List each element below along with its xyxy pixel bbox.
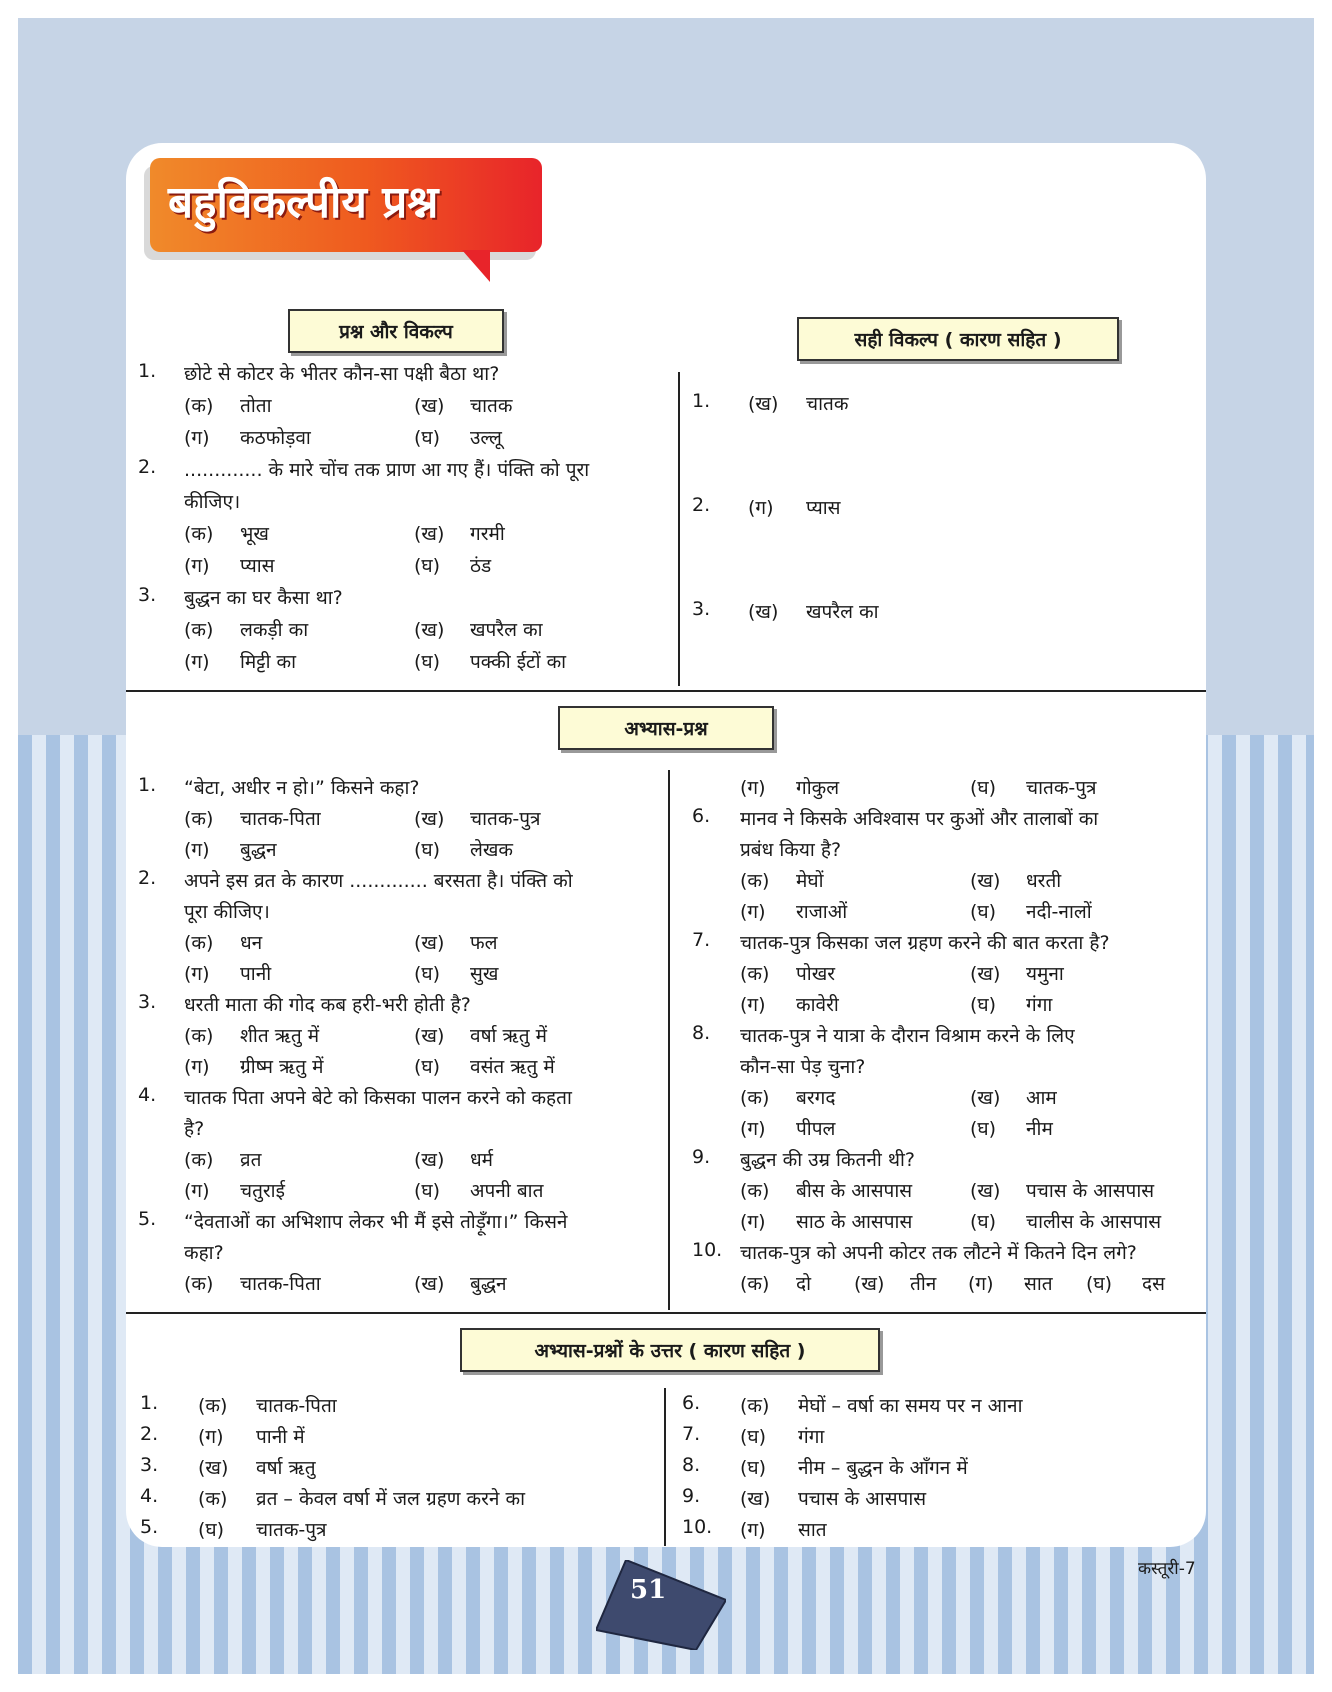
option-text: धरती	[1026, 870, 1062, 892]
answer-number: 7.	[682, 1423, 701, 1445]
answer-option: (क)	[198, 1488, 228, 1510]
option-text: चातक-पुत्र	[470, 808, 541, 830]
option-text: वसंत ऋतु में	[470, 1056, 555, 1078]
option-label: (ख)	[970, 1087, 1001, 1109]
option-label: (ख)	[854, 1273, 885, 1295]
page-title: बहुविकल्पीय प्रश्न	[168, 177, 439, 228]
answer-option: (ख)	[748, 393, 779, 415]
option-text: बुद्धन	[470, 1273, 507, 1295]
answer-option: (ख)	[198, 1457, 229, 1479]
option-label: (घ)	[970, 901, 997, 923]
option-text: गंगा	[1026, 994, 1053, 1016]
option-label: (घ)	[414, 427, 441, 449]
question-number: 7.	[692, 929, 711, 951]
option-label: (क)	[184, 619, 214, 641]
question-text-continued: है?	[184, 1118, 205, 1140]
answer-option: (ग)	[748, 497, 774, 519]
option-text: प्यास	[240, 555, 275, 577]
answer-option: (ग)	[740, 1519, 766, 1541]
question-number: 9.	[692, 1146, 711, 1168]
answer-number: 9.	[682, 1485, 701, 1507]
section1-right-heading: सही विकल्प ( कारण सहित )	[797, 317, 1119, 361]
option-label: (घ)	[970, 777, 997, 799]
question-text: अपने इस व्रत के कारण ............. बरसता है। पंक्ति को	[184, 870, 573, 892]
option-text: चातक-पुत्र	[1026, 777, 1097, 799]
answer-option: (घ)	[198, 1519, 225, 1541]
answer-option: (घ)	[740, 1426, 767, 1448]
answer-number: 2.	[692, 494, 711, 516]
option-text: बुद्धन	[240, 839, 277, 861]
answer-option: (ग)	[198, 1426, 224, 1448]
question-number: 2.	[138, 456, 157, 478]
option-text: खपरैल का	[470, 619, 543, 641]
option-text: यमुना	[1026, 963, 1064, 985]
option-text: सुख	[470, 963, 499, 985]
option-label: (घ)	[970, 1211, 997, 1233]
option-label: (ग)	[184, 839, 210, 861]
option-text: वर्षा ऋतु में	[470, 1025, 547, 1047]
answer-number: 6.	[682, 1392, 701, 1414]
section3-divider	[664, 1388, 666, 1546]
question-number: 3.	[138, 991, 157, 1013]
answer-text: नीम – बुद्धन के आँगन में	[798, 1457, 968, 1479]
option-text: ग्रीष्म ऋतु में	[240, 1056, 324, 1078]
section2-heading: अभ्यास-प्रश्न	[558, 706, 774, 750]
answer-option: (ख)	[748, 601, 779, 623]
option-label: (ग)	[184, 651, 210, 673]
question-text-continued: पूरा कीजिए।	[184, 901, 270, 923]
option-label: (घ)	[1086, 1273, 1113, 1295]
option-label: (ग)	[184, 555, 210, 577]
option-text: पचास के आसपास	[1026, 1180, 1155, 1202]
option-text: शीत ऋतु में	[240, 1025, 320, 1047]
answer-option: (क)	[198, 1395, 228, 1417]
question-number: 5.	[138, 1208, 157, 1230]
option-text: गरमी	[470, 523, 505, 545]
option-label: (घ)	[414, 839, 441, 861]
question-text-continued: कौन-सा पेड़ चुना?	[740, 1056, 866, 1078]
section1-divider	[678, 372, 680, 686]
answer-text: गंगा	[798, 1426, 825, 1448]
option-label: (क)	[184, 808, 214, 830]
option-text: सात	[1024, 1273, 1053, 1295]
question-text: कीजिए।	[184, 491, 241, 513]
option-label: (ग)	[184, 427, 210, 449]
option-label: (घ)	[414, 651, 441, 673]
option-label: (क)	[184, 1025, 214, 1047]
option-text: व्रत	[240, 1149, 262, 1171]
option-text: कावेरी	[796, 994, 839, 1016]
option-text: अपनी बात	[470, 1180, 544, 1202]
option-text: पीपल	[796, 1118, 836, 1140]
question-text-continued: कहा?	[184, 1242, 224, 1264]
question-text: चातक-पुत्र ने यात्रा के दौरान विश्राम करने के लिए	[740, 1025, 1075, 1047]
option-text: चातक-पिता	[240, 808, 321, 830]
option-label: (घ)	[414, 555, 441, 577]
option-label: (ग)	[184, 1056, 210, 1078]
option-label: (ख)	[414, 1025, 445, 1047]
option-text: नदी-नालों	[1026, 901, 1092, 923]
answer-text: चातक-पिता	[256, 1395, 337, 1417]
option-label: (ग)	[184, 1180, 210, 1202]
option-label: (ग)	[740, 1118, 766, 1140]
answer-text: व्रत – केवल वर्षा में जल ग्रहण करने का	[256, 1488, 526, 1510]
option-label: (ख)	[414, 808, 445, 830]
answer-text: पचास के आसपास	[798, 1488, 927, 1510]
option-label: (क)	[740, 870, 770, 892]
option-text: नीम	[1026, 1118, 1053, 1140]
option-text: ठंड	[470, 555, 492, 577]
answer-text: प्यास	[806, 497, 841, 519]
option-label: (ग)	[968, 1273, 994, 1295]
answer-number: 1.	[140, 1392, 159, 1414]
option-label: (ग)	[184, 963, 210, 985]
option-label: (घ)	[970, 994, 997, 1016]
question-text: चातक-पुत्र को अपनी कोटर तक लौटने में कितने दिन लगे?	[740, 1242, 1137, 1264]
answer-number: 3.	[692, 598, 711, 620]
option-text: उल्लू	[470, 427, 502, 449]
option-text: राजाओं	[796, 901, 848, 923]
option-text: मेघों	[796, 870, 824, 892]
question-text-continued: प्रबंध किया है?	[740, 839, 842, 861]
answer-number: 1.	[692, 390, 711, 412]
option-label: (ख)	[414, 523, 445, 545]
answer-option: (क)	[740, 1395, 770, 1417]
option-text: धर्म	[470, 1149, 494, 1171]
option-label: (घ)	[414, 1180, 441, 1202]
option-text: तोता	[240, 395, 272, 417]
option-text: दो	[796, 1273, 812, 1295]
answer-text: चातक-पुत्र	[256, 1519, 327, 1541]
option-label: (ग)	[740, 777, 766, 799]
option-text: फल	[470, 932, 498, 954]
option-label: (क)	[184, 395, 214, 417]
section1-bottom-rule	[126, 690, 1206, 692]
option-text: पानी	[240, 963, 272, 985]
option-label: (घ)	[414, 963, 441, 985]
question-text: धरती माता की गोद कब हरी-भरी होती है?	[184, 994, 471, 1016]
option-text: आम	[1026, 1087, 1057, 1109]
option-label: (ग)	[740, 1211, 766, 1233]
option-label: (क)	[184, 1149, 214, 1171]
option-label: (क)	[740, 963, 770, 985]
question-text: “देवताओं का अभिशाप लेकर भी मैं इसे तोड़ूँगा।” किसने	[184, 1211, 568, 1233]
answer-text: सात	[798, 1519, 827, 1541]
question-text: चातक-पुत्र किसका जल ग्रहण करने की बात करता है?	[740, 932, 1110, 954]
question-text: छोटे से कोटर के भीतर कौन-सा पक्षी बैठा था?	[184, 363, 500, 385]
option-label: (ग)	[740, 901, 766, 923]
question-text: चातक पिता अपने बेटे को किसका पालन करने को कहता	[184, 1087, 572, 1109]
option-label: (ख)	[970, 870, 1001, 892]
question-text: बुद्धन की उम्र कितनी थी?	[740, 1149, 915, 1171]
answer-text: खपरैल का	[806, 601, 879, 623]
answer-text: मेघों – वर्षा का समय पर न आना	[798, 1395, 1023, 1417]
option-text: चातक	[470, 395, 513, 417]
book-name: कस्तूरी-7	[1138, 1559, 1196, 1579]
option-text: दस	[1142, 1273, 1165, 1295]
option-text: पक्की ईटों का	[470, 651, 567, 673]
option-label: (ख)	[970, 963, 1001, 985]
answer-number: 5.	[140, 1516, 159, 1538]
option-label: (ख)	[414, 932, 445, 954]
option-label: (ख)	[414, 619, 445, 641]
option-text: बरगद	[796, 1087, 836, 1109]
question-number: 1.	[138, 774, 157, 796]
option-label: (ख)	[414, 395, 445, 417]
option-text: भूख	[240, 523, 269, 545]
option-text: चालीस के आसपास	[1026, 1211, 1162, 1233]
option-text: चातक-पिता	[240, 1273, 321, 1295]
option-text: लकड़ी का	[240, 619, 309, 641]
option-label: (ख)	[414, 1149, 445, 1171]
page-number-badge	[596, 1560, 726, 1650]
page-number: 51	[630, 1575, 667, 1605]
question-number: 8.	[692, 1022, 711, 1044]
section3-heading: अभ्यास-प्रश्नों के उत्तर ( कारण सहित )	[460, 1328, 880, 1372]
question-number: 10.	[692, 1239, 723, 1261]
option-label: (ख)	[414, 1273, 445, 1295]
answer-number: 4.	[140, 1485, 159, 1507]
answer-number: 2.	[140, 1423, 159, 1445]
question-number: 4.	[138, 1084, 157, 1106]
answer-option: (ख)	[740, 1488, 771, 1510]
answer-option: (घ)	[740, 1457, 767, 1479]
question-text: “बेटा, अधीर न हो।” किसने कहा?	[184, 777, 420, 799]
question-number: 6.	[692, 805, 711, 827]
section1-left-heading: प्रश्न और विकल्प	[288, 309, 504, 353]
question-number: 3.	[138, 584, 157, 606]
option-label: (क)	[740, 1087, 770, 1109]
option-text: चतुराई	[240, 1180, 285, 1202]
option-label: (क)	[184, 1273, 214, 1295]
section2-divider	[668, 770, 670, 1310]
option-text: गोकुल	[796, 777, 840, 799]
option-label: (घ)	[414, 1056, 441, 1078]
answer-number: 3.	[140, 1454, 159, 1476]
answer-text: वर्षा ऋतु	[256, 1457, 316, 1479]
option-label: (क)	[184, 523, 214, 545]
option-label: (क)	[184, 932, 214, 954]
option-text: मिट्टी का	[240, 651, 297, 673]
question-text: मानव ने किसके अविश्वास पर कुओं और तालाबों का	[740, 808, 1099, 830]
option-text: तीन	[910, 1273, 937, 1295]
answer-number: 10.	[682, 1516, 713, 1538]
option-label: (क)	[740, 1180, 770, 1202]
answer-text: चातक	[806, 393, 849, 415]
answer-text: पानी में	[256, 1426, 305, 1448]
option-text: बीस के आसपास	[796, 1180, 913, 1202]
section2-bottom-rule	[126, 1312, 1206, 1314]
option-text: पोखर	[796, 963, 836, 985]
question-number: 1.	[138, 360, 157, 382]
option-label: (क)	[740, 1273, 770, 1295]
option-label: (घ)	[970, 1118, 997, 1140]
banner-tail	[462, 250, 490, 282]
option-text: लेखक	[470, 839, 514, 861]
option-label: (ग)	[740, 994, 766, 1016]
option-text: धन	[240, 932, 263, 954]
option-text: साठ के आसपास	[796, 1211, 913, 1233]
answer-number: 8.	[682, 1454, 701, 1476]
question-text: बुद्धन का घर कैसा था?	[184, 587, 343, 609]
question-text: ............. के मारे चोंच तक प्राण आ गए हैं। पंक्ति को पूरा	[184, 459, 590, 481]
option-text: कठफोड़वा	[240, 427, 311, 449]
option-label: (ख)	[970, 1180, 1001, 1202]
question-number: 2.	[138, 867, 157, 889]
